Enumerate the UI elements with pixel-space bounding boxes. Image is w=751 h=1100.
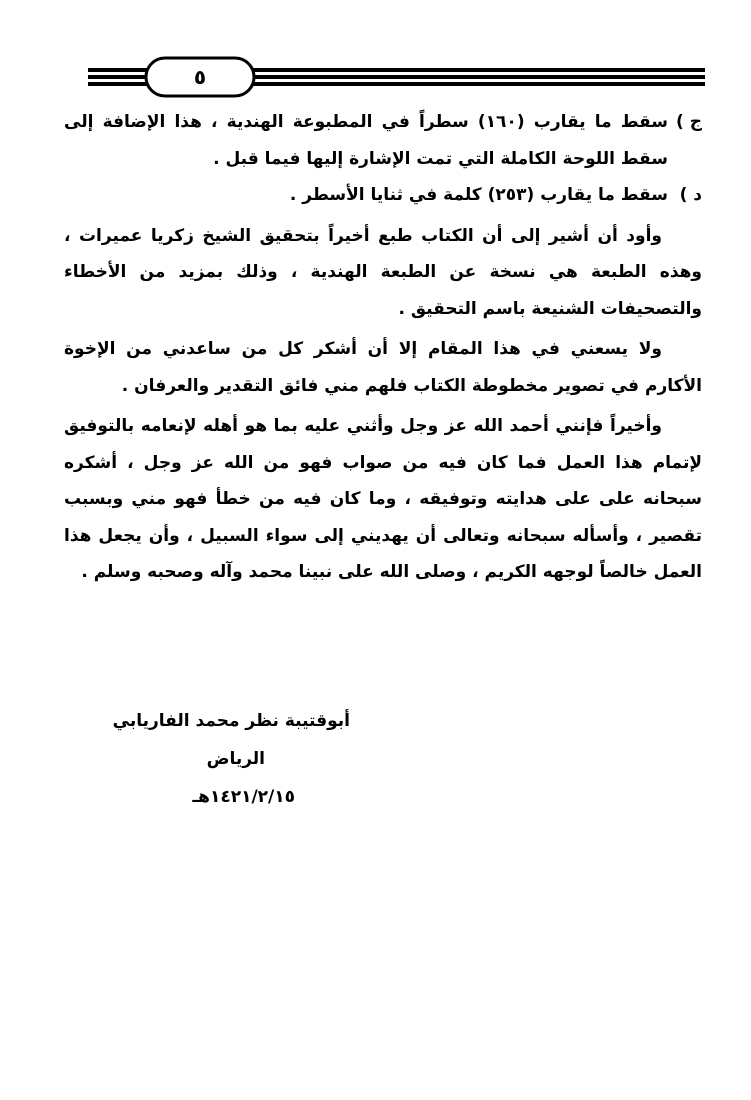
author-place: الرياض — [206, 749, 265, 769]
paragraph-closing: وأخيراً فإنني أحمد الله عز وجل وأثني عليه بما هو أهله لإنعامه بالتوفيق لإتمام هذا العمل فما كان فيه من صواب فهو من الله عز وجل ، أشكره سبحانه على على هدايته وتوفيقه ، وما كان فيه من خطأ فهو مني وبسبب تقصير ، وأسأله سبحانه وتعالى أن يهديني إلى سواء السبيل ، وأن يجعل هذا العمل خالصاً لوجهه الكريم ، وصلى الله على نبينا محمد وآله وصحبه وسلم . — [64, 416, 702, 582]
page-body — [64, 104, 702, 591]
page-number: ٥ — [193, 65, 207, 89]
page-header — [88, 56, 705, 98]
list-item — [64, 177, 702, 214]
author-date: ١٤٢١/٢/١٥هـ — [192, 787, 295, 807]
list-item — [64, 104, 702, 177]
list-item-marker: ج ) — [676, 112, 702, 132]
paragraph-new-edition: وأود أن أشير إلى أن الكتاب طبع أخيراً بتحقيق الشيخ زكريا عميرات ، وهذه الطبعة هي نسخة عن الطبعة الهندية ، وذلك بمزيد من الأخطاء والتصحيفات الشنيعة باسم التحقيق . — [64, 225, 702, 319]
list-item-text: سقط ما يقارب (٢٥٣) كلمة في ثنايا الأسطر . — [289, 185, 668, 205]
list-item-marker: د ) — [679, 185, 702, 205]
author-name: أبوقتيبة نظر محمد الفاريابي — [112, 711, 350, 731]
signature-block — [112, 702, 350, 816]
list-item-text: سقط ما يقارب (١٦٠) سطراً في المطبوعة الهندية ، هذا الإضافة إلى سقط اللوحة الكاملة التي تمت الإشارة إليها فيما قبل . — [64, 112, 668, 169]
paragraph-acknowledgement: ولا يسعني في هذا المقام إلا أن أشكر كل من ساعدني من الإخوة الأكارم في تصوير مخطوطة الكتاب فلهم مني فائق التقدير والعرفان . — [64, 339, 702, 396]
